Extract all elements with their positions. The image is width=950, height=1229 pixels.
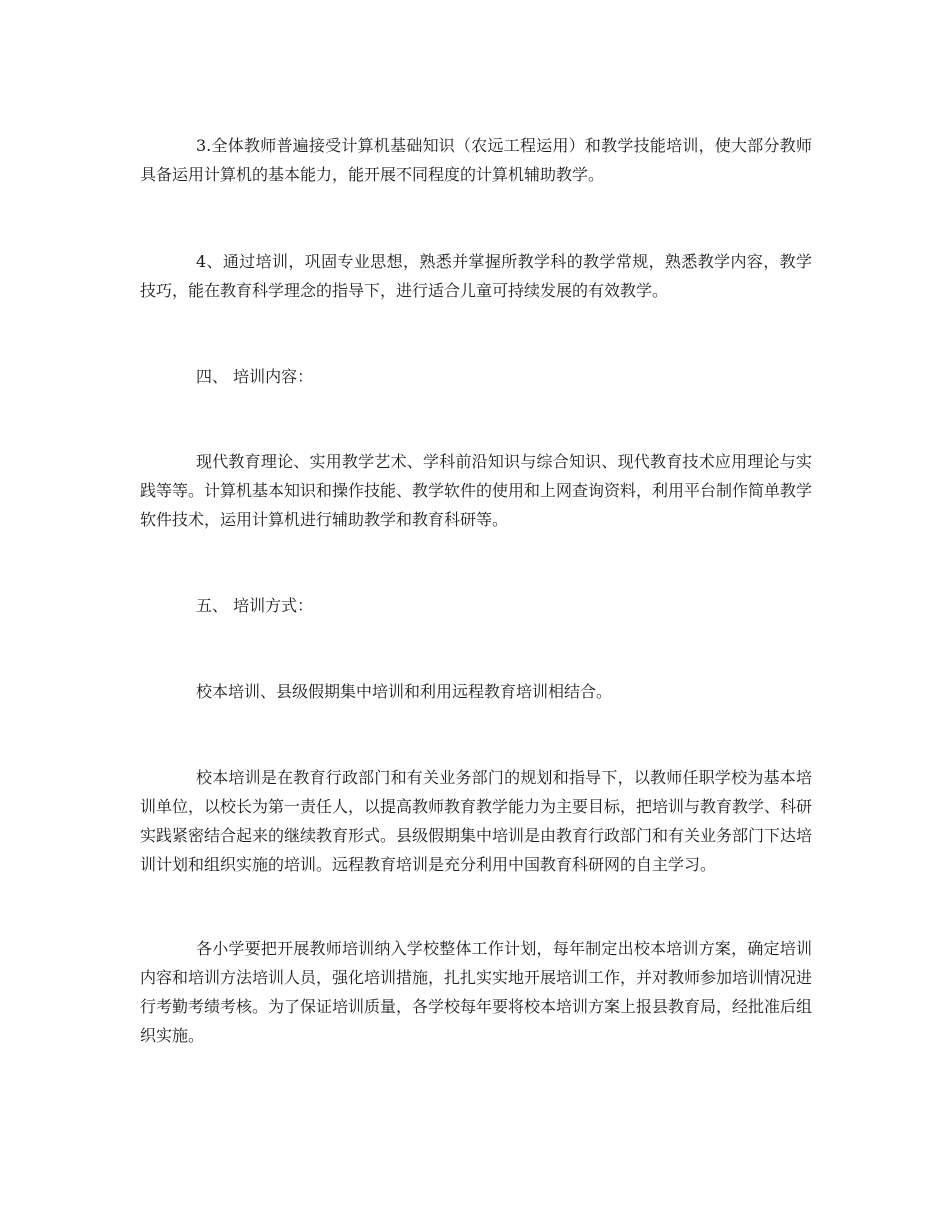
paragraph-school-plan: 各小学要把开展教师培训纳入学校整体工作计划，每年制定出校本培训方案，确定培训内容和培训方法培训人员，强化培训措施，扎扎实实地开展培训工作，并对教师参加培训情况进行考勤考绩考核。为了保证培训质量，各学校每年要将校本培训方案上报县教育局，经批准后组织实施。: [140, 939, 813, 1045]
paragraph-school-based-training: 校本培训是在教育行政部门和有关业务部门的规划和指导下，以教师任职学校为基本培训单位，以校长为第一责任人，以提高教师教育教学能力为主要目标，把培训与教育教学、科研实践紧密结合起来的继续教育形式。县级假期集中培训是由教育行政部门和有关业务部门下达培训计划和组织实施的培训。远程教育培训是充分利用中国教育科研网的自主学习。: [140, 768, 813, 874]
heading-training-method: 五、 培训方式：: [196, 596, 314, 615]
paragraph-computer-training: 3.全体教师普遍接受计算机基础知识（农远工程运用）和教学技能培训，使大部分教师具备运用计算机的基本能力，能开展不同程度的计算机辅助教学。: [140, 136, 812, 184]
paragraph-training-goals: 4、通过培训，巩固专业思想，熟悉并掌握所教学科的教学常规，熟悉教学内容，教学技巧，能在教育科学理念的指导下，进行适合儿童可持续发展的有效教学。: [140, 252, 812, 300]
paragraph-training-method-summary: 校本培训、县级假期集中培训和利用远程教育培训相结合。: [196, 682, 613, 701]
heading-training-content: 四、 培训内容：: [196, 367, 314, 386]
paragraph-training-content: 现代教育理论、实用教学艺术、学科前沿知识与综合知识、现代教育技术应用理论与实践等等。计算机基本知识和操作技能、教学软件的使用和上网查询资料，利用平台制作简单教学软件技术，运用计算机进行辅助教学和教育科研等。: [140, 452, 813, 529]
